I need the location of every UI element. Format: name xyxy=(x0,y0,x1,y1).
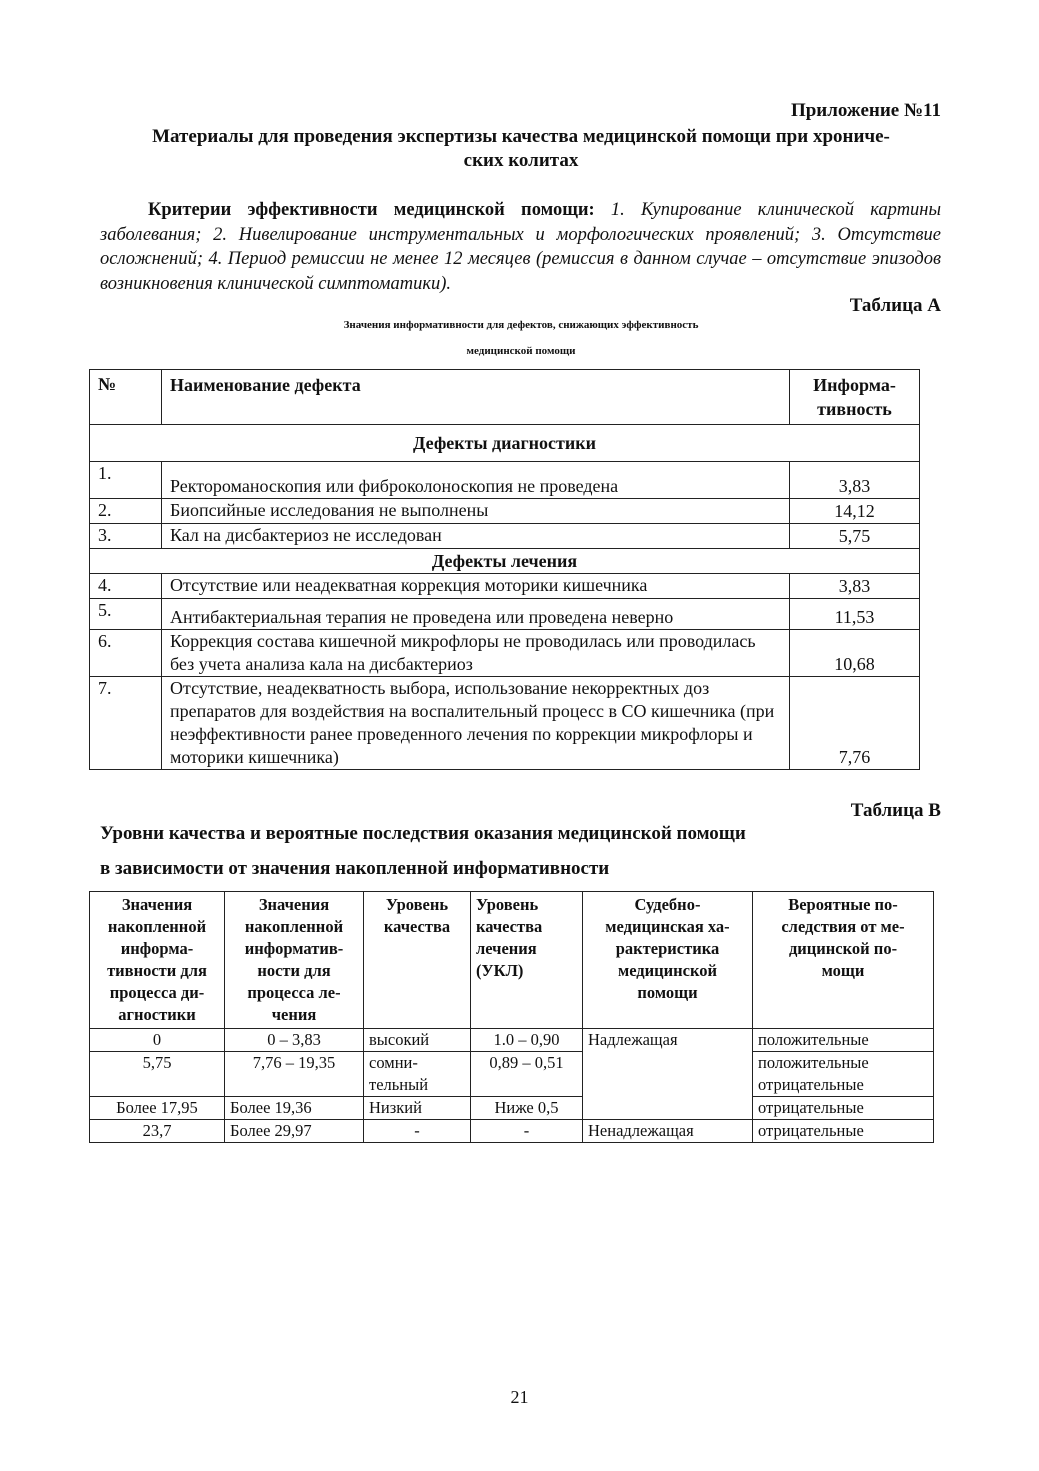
table-b-cell-diagnostics: 0 xyxy=(90,1029,225,1052)
table-b-header-consequences: Вероятные по- следствия от ме- дицинской по- мощи xyxy=(753,892,934,1029)
table-b-header-forensic: Судебно- медицинская ха- рактеристика медицинской помощи xyxy=(583,892,753,1029)
table-b-cell-quality: сомни-тельный xyxy=(364,1052,471,1097)
table-a-cell-num: 1. xyxy=(90,462,162,499)
table-b-header-treatment: Значения накопленной информатив- ности для процесса ле- чения xyxy=(225,892,364,1029)
page-number: 21 xyxy=(510,1387,529,1407)
table-a-section-row xyxy=(90,549,920,574)
table-row xyxy=(90,524,920,549)
document-title-line-1: Материалы для проведения экспертизы качества медицинской помощи при хрониче- xyxy=(152,126,890,147)
table-a xyxy=(89,369,920,770)
table-b-cell-forensic: Ненадлежащая xyxy=(583,1120,753,1143)
table-row xyxy=(90,499,920,524)
table-b-cell-treatment: Более 19,36 xyxy=(225,1097,364,1120)
document-title xyxy=(100,125,942,173)
table-a-cell-name: Кал на дисбактериоз не исследован xyxy=(162,524,790,549)
table-a-cell-num: 5. xyxy=(90,599,162,630)
table-a-cell-num: 3. xyxy=(90,524,162,549)
table-a-section-row xyxy=(90,425,920,462)
table-b-cell-forensic: Надлежащая xyxy=(583,1029,753,1120)
table-a-header-name: Наименование дефекта xyxy=(162,370,790,425)
table-row xyxy=(90,677,920,770)
table-a-header-info: Информа- тивность xyxy=(790,370,920,425)
table-row xyxy=(90,1052,934,1097)
table-a-cell-value: 3,83 xyxy=(790,462,920,499)
table-a-cell-value: 3,83 xyxy=(790,574,920,599)
table-a-cell-value: 7,76 xyxy=(790,677,920,770)
table-row xyxy=(90,599,920,630)
table-a-cell-value: 10,68 xyxy=(790,630,920,677)
table-b-cell-ukl: 1.0 – 0,90 xyxy=(471,1029,583,1052)
table-a-cell-name: Ректороманоскопия или фиброколоноскопия не проведена xyxy=(162,462,790,499)
table-b-header-row xyxy=(90,892,934,1029)
table-b-cell-quality: высокий xyxy=(364,1029,471,1052)
table-b-label: Таблица В xyxy=(850,800,941,821)
table-b-cell-treatment: Более 29,97 xyxy=(225,1120,364,1143)
table-a-cell-num: 2. xyxy=(90,499,162,524)
appendix-label: Приложение №11 xyxy=(790,100,941,121)
table-a-caption-line-1: Значения информативности для дефектов, снижающих эффективность xyxy=(343,319,699,331)
table-a-section-diagnostics: Дефекты диагностики xyxy=(90,425,920,462)
table-b-cell-quality: - xyxy=(364,1120,471,1143)
table-a-cell-value: 11,53 xyxy=(790,599,920,630)
table-b-cell-ukl: - xyxy=(471,1120,583,1143)
table-b-cell-quality: Низкий xyxy=(364,1097,471,1120)
table-row xyxy=(90,1120,934,1143)
table-a-cell-name: Отсутствие или неадекватная коррекция моторики кишечника xyxy=(162,574,790,599)
table-a-cell-name: Коррекция состава кишечной микрофлоры не проводилась или проводилась без учета анализа кала на дисбактериоз xyxy=(162,630,790,677)
table-row xyxy=(90,1029,934,1052)
table-a-cell-name: Биопсийные исследования не выполнены xyxy=(162,499,790,524)
table-row xyxy=(90,1097,934,1120)
table-a-section-treatment: Дефекты лечения xyxy=(90,549,920,574)
table-a-cell-value: 14,12 xyxy=(790,499,920,524)
table-b-cell-consequences: отрицательные xyxy=(753,1097,934,1120)
table-a-cell-num: 6. xyxy=(90,630,162,677)
table-a-header-row xyxy=(90,370,920,425)
table-b-header-quality: Уровень качества xyxy=(364,892,471,1029)
table-row xyxy=(90,574,920,599)
document-title-line-2: ских колитах xyxy=(463,150,579,171)
table-a-cell-name: Отсутствие, неадекватность выбора, использование некорректных доз препаратов для воздействия на воспалительный процесс в СО кишечника (при неэффективности ранее проведенного лечения по коррекции микрофлоры и моторики кишечника) xyxy=(162,677,790,770)
table-b-header-ukl: Уровень качества лечения (УКЛ) xyxy=(471,892,583,1029)
table-b-header-diagnostics: Значения накопленной информа- тивности для процесса ди- агностики xyxy=(90,892,225,1029)
table-b-cell-consequences: положительные отрицательные xyxy=(753,1052,934,1097)
table-a-label: Таблица А xyxy=(849,295,941,316)
table-b-cell-ukl: 0,89 – 0,51 xyxy=(471,1052,583,1097)
table-row xyxy=(90,462,920,499)
table-a-cell-num: 7. xyxy=(90,677,162,770)
table-a-caption-line-2: медицинской помощи xyxy=(466,345,576,357)
table-b-title-line-1: Уровни качества и вероятные последствия оказания медицинской помощи xyxy=(100,823,746,844)
table-b-cell-consequences: положительные xyxy=(753,1029,934,1052)
table-b-cell-diagnostics: 5,75 xyxy=(90,1052,225,1097)
table-b-title-line-2: в зависимости от значения накопленной информативности xyxy=(100,858,610,879)
table-a-cell-num: 4. xyxy=(90,574,162,599)
criteria-lead: Критерии эффективности медицинской помощи: xyxy=(148,200,595,220)
table-b-cell-diagnostics: Более 17,95 xyxy=(90,1097,225,1120)
table-a-cell-value: 5,75 xyxy=(790,524,920,549)
table-a-cell-name: Антибактериальная терапия не проведена или проведена неверно xyxy=(162,599,790,630)
table-b-cell-consequences: отрицательные xyxy=(753,1120,934,1143)
table-a-header-num: № xyxy=(90,370,162,425)
table-b-cell-treatment: 0 – 3,83 xyxy=(225,1029,364,1052)
table-b xyxy=(89,891,934,1143)
criteria-paragraph xyxy=(100,198,941,296)
table-b-cell-treatment: 7,76 – 19,35 xyxy=(225,1052,364,1097)
table-row xyxy=(90,630,920,677)
table-b-cell-diagnostics: 23,7 xyxy=(90,1120,225,1143)
table-b-cell-ukl: Ниже 0,5 xyxy=(471,1097,583,1120)
criteria-body: 1. Купирование клинической картины заболевания; 2. Нивелирование инструментальных и морфологических проявлений; 3. Отсутствие осложнений; 4. Период ремиссии не менее 12 месяцев (ремиссия в данном случае – отсутствие эпизодов возникновения клинической симптоматики). xyxy=(100,200,942,294)
